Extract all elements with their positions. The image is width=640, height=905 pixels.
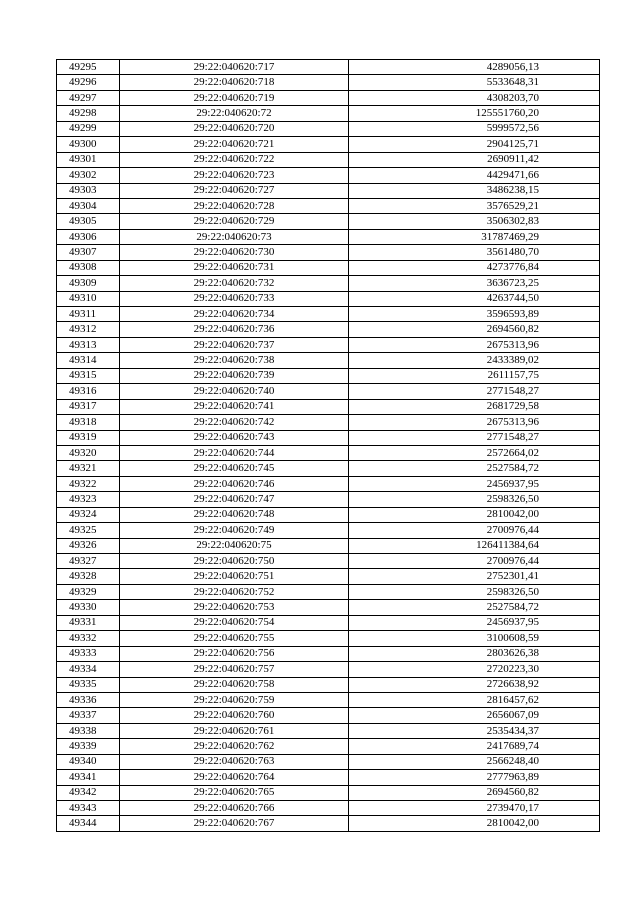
table-row bbox=[57, 445, 600, 460]
cadastral-value-cell: 2535434,37 bbox=[349, 723, 600, 738]
row-number-cell: 49335 bbox=[57, 677, 120, 692]
cadastral-number-cell: 29:22:040620:722 bbox=[120, 152, 349, 167]
row-number-cell: 49307 bbox=[57, 245, 120, 260]
table-row bbox=[57, 90, 600, 105]
cadastral-value-cell: 3100608,59 bbox=[349, 631, 600, 646]
cadastral-number-cell: 29:22:040620:741 bbox=[120, 399, 349, 414]
cadastral-number-cell: 29:22:040620:763 bbox=[120, 754, 349, 769]
cadastral-number-cell: 29:22:040620:756 bbox=[120, 646, 349, 661]
row-number-cell: 49337 bbox=[57, 708, 120, 723]
cadastral-value-cell: 2816457,62 bbox=[349, 692, 600, 707]
cadastral-number-cell: 29:22:040620:746 bbox=[120, 476, 349, 491]
table-row bbox=[57, 60, 600, 75]
row-number-cell: 49327 bbox=[57, 554, 120, 569]
cadastral-value-cell: 2527584,72 bbox=[349, 600, 600, 615]
cadastral-value-cell: 125551760,20 bbox=[349, 106, 600, 121]
table-row bbox=[57, 368, 600, 383]
cadastral-number-cell: 29:22:040620:728 bbox=[120, 198, 349, 213]
cadastral-number-cell: 29:22:040620:730 bbox=[120, 245, 349, 260]
row-number-cell: 49331 bbox=[57, 615, 120, 630]
row-number-cell: 49297 bbox=[57, 90, 120, 105]
table-row bbox=[57, 770, 600, 785]
row-number-cell: 49338 bbox=[57, 723, 120, 738]
cadastral-number-cell: 29:22:040620:750 bbox=[120, 554, 349, 569]
cadastral-number-cell: 29:22:040620:75 bbox=[120, 538, 349, 553]
cadastral-number-cell: 29:22:040620:718 bbox=[120, 75, 349, 90]
row-number-cell: 49333 bbox=[57, 646, 120, 661]
cadastral-value-cell: 2739470,17 bbox=[349, 801, 600, 816]
cadastral-value-cell: 2904125,71 bbox=[349, 137, 600, 152]
row-number-cell: 49311 bbox=[57, 307, 120, 322]
cadastral-number-cell: 29:22:040620:745 bbox=[120, 461, 349, 476]
row-number-cell: 49332 bbox=[57, 631, 120, 646]
cadastral-value-cell: 2681729,58 bbox=[349, 399, 600, 414]
cadastral-value-table bbox=[56, 59, 600, 832]
cadastral-value-cell: 2417689,74 bbox=[349, 739, 600, 754]
table-row bbox=[57, 183, 600, 198]
table-row bbox=[57, 723, 600, 738]
table-row bbox=[57, 692, 600, 707]
row-number-cell: 49303 bbox=[57, 183, 120, 198]
row-number-cell: 49306 bbox=[57, 229, 120, 244]
cadastral-value-cell: 2598326,50 bbox=[349, 492, 600, 507]
row-number-cell: 49318 bbox=[57, 415, 120, 430]
cadastral-value-cell: 2611157,75 bbox=[349, 368, 600, 383]
cadastral-value-cell: 2694560,82 bbox=[349, 322, 600, 337]
cadastral-number-cell: 29:22:040620:749 bbox=[120, 523, 349, 538]
row-number-cell: 49342 bbox=[57, 785, 120, 800]
row-number-cell: 49326 bbox=[57, 538, 120, 553]
table-row bbox=[57, 646, 600, 661]
cadastral-value-cell: 2771548,27 bbox=[349, 430, 600, 445]
cadastral-value-cell: 4429471,66 bbox=[349, 168, 600, 183]
cadastral-number-cell: 29:22:040620:729 bbox=[120, 214, 349, 229]
row-number-cell: 49344 bbox=[57, 816, 120, 831]
cadastral-number-cell: 29:22:040620:764 bbox=[120, 770, 349, 785]
cadastral-value-cell: 2694560,82 bbox=[349, 785, 600, 800]
cadastral-value-cell: 2777963,89 bbox=[349, 770, 600, 785]
cadastral-number-cell: 29:22:040620:761 bbox=[120, 723, 349, 738]
row-number-cell: 49298 bbox=[57, 106, 120, 121]
cadastral-number-cell: 29:22:040620:731 bbox=[120, 260, 349, 275]
table-row bbox=[57, 307, 600, 322]
row-number-cell: 49314 bbox=[57, 353, 120, 368]
row-number-cell: 49329 bbox=[57, 584, 120, 599]
table-row bbox=[57, 198, 600, 213]
cadastral-value-cell: 2720223,30 bbox=[349, 662, 600, 677]
table-row bbox=[57, 816, 600, 831]
cadastral-number-cell: 29:22:040620:758 bbox=[120, 677, 349, 692]
row-number-cell: 49309 bbox=[57, 276, 120, 291]
cadastral-number-cell: 29:22:040620:755 bbox=[120, 631, 349, 646]
cadastral-number-cell: 29:22:040620:733 bbox=[120, 291, 349, 306]
table-row bbox=[57, 430, 600, 445]
cadastral-number-cell: 29:22:040620:766 bbox=[120, 801, 349, 816]
cadastral-value-cell: 3561480,70 bbox=[349, 245, 600, 260]
row-number-cell: 49320 bbox=[57, 445, 120, 460]
cadastral-value-cell: 2700976,44 bbox=[349, 523, 600, 538]
row-number-cell: 49295 bbox=[57, 60, 120, 75]
cadastral-value-cell: 3486238,15 bbox=[349, 183, 600, 198]
table-row bbox=[57, 461, 600, 476]
cadastral-value-cell: 2803626,38 bbox=[349, 646, 600, 661]
cadastral-number-cell: 29:22:040620:727 bbox=[120, 183, 349, 198]
cadastral-number-cell: 29:22:040620:760 bbox=[120, 708, 349, 723]
cadastral-value-cell: 2675313,96 bbox=[349, 337, 600, 352]
cadastral-value-cell: 4263744,50 bbox=[349, 291, 600, 306]
table-row bbox=[57, 801, 600, 816]
cadastral-number-cell: 29:22:040620:752 bbox=[120, 584, 349, 599]
table-row bbox=[57, 214, 600, 229]
row-number-cell: 49321 bbox=[57, 461, 120, 476]
cadastral-number-cell: 29:22:040620:737 bbox=[120, 337, 349, 352]
cadastral-value-cell: 126411384,64 bbox=[349, 538, 600, 553]
row-number-cell: 49336 bbox=[57, 692, 120, 707]
cadastral-value-cell: 31787469,29 bbox=[349, 229, 600, 244]
cadastral-number-cell: 29:22:040620:736 bbox=[120, 322, 349, 337]
cadastral-number-cell: 29:22:040620:765 bbox=[120, 785, 349, 800]
cadastral-value-cell: 5533648,31 bbox=[349, 75, 600, 90]
cadastral-number-cell: 29:22:040620:759 bbox=[120, 692, 349, 707]
row-number-cell: 49304 bbox=[57, 198, 120, 213]
cadastral-number-cell: 29:22:040620:754 bbox=[120, 615, 349, 630]
row-number-cell: 49302 bbox=[57, 168, 120, 183]
table-row bbox=[57, 121, 600, 136]
cadastral-value-cell: 3596593,89 bbox=[349, 307, 600, 322]
table-row bbox=[57, 584, 600, 599]
row-number-cell: 49343 bbox=[57, 801, 120, 816]
row-number-cell: 49301 bbox=[57, 152, 120, 167]
table-row bbox=[57, 615, 600, 630]
cadastral-number-cell: 29:22:040620:720 bbox=[120, 121, 349, 136]
cadastral-number-cell: 29:22:040620:747 bbox=[120, 492, 349, 507]
row-number-cell: 49334 bbox=[57, 662, 120, 677]
row-number-cell: 49310 bbox=[57, 291, 120, 306]
cadastral-value-cell: 2726638,92 bbox=[349, 677, 600, 692]
row-number-cell: 49319 bbox=[57, 430, 120, 445]
table-body bbox=[57, 60, 600, 832]
table-row bbox=[57, 415, 600, 430]
row-number-cell: 49315 bbox=[57, 368, 120, 383]
cadastral-number-cell: 29:22:040620:734 bbox=[120, 307, 349, 322]
cadastral-value-cell: 2656067,09 bbox=[349, 708, 600, 723]
table-row bbox=[57, 631, 600, 646]
table-row bbox=[57, 476, 600, 491]
row-number-cell: 49313 bbox=[57, 337, 120, 352]
cadastral-number-cell: 29:22:040620:73 bbox=[120, 229, 349, 244]
table-row bbox=[57, 677, 600, 692]
table-row bbox=[57, 260, 600, 275]
row-number-cell: 49341 bbox=[57, 770, 120, 785]
cadastral-value-cell: 2598326,50 bbox=[349, 584, 600, 599]
row-number-cell: 49296 bbox=[57, 75, 120, 90]
cadastral-number-cell: 29:22:040620:717 bbox=[120, 60, 349, 75]
row-number-cell: 49339 bbox=[57, 739, 120, 754]
cadastral-value-cell: 2752301,41 bbox=[349, 569, 600, 584]
cadastral-value-cell: 2675313,96 bbox=[349, 415, 600, 430]
table-row bbox=[57, 600, 600, 615]
table-row bbox=[57, 708, 600, 723]
cadastral-number-cell: 29:22:040620:744 bbox=[120, 445, 349, 460]
cadastral-number-cell: 29:22:040620:723 bbox=[120, 168, 349, 183]
table-row bbox=[57, 507, 600, 522]
table-row bbox=[57, 384, 600, 399]
table-row bbox=[57, 137, 600, 152]
cadastral-number-cell: 29:22:040620:740 bbox=[120, 384, 349, 399]
cadastral-number-cell: 29:22:040620:738 bbox=[120, 353, 349, 368]
cadastral-value-cell: 3636723,25 bbox=[349, 276, 600, 291]
row-number-cell: 49308 bbox=[57, 260, 120, 275]
cadastral-value-cell: 2690911,42 bbox=[349, 152, 600, 167]
row-number-cell: 49299 bbox=[57, 121, 120, 136]
cadastral-number-cell: 29:22:040620:719 bbox=[120, 90, 349, 105]
cadastral-value-cell: 4308203,70 bbox=[349, 90, 600, 105]
cadastral-value-cell: 2572664,02 bbox=[349, 445, 600, 460]
cadastral-value-cell: 2527584,72 bbox=[349, 461, 600, 476]
cadastral-number-cell: 29:22:040620:751 bbox=[120, 569, 349, 584]
cadastral-number-cell: 29:22:040620:757 bbox=[120, 662, 349, 677]
row-number-cell: 49300 bbox=[57, 137, 120, 152]
row-number-cell: 49305 bbox=[57, 214, 120, 229]
cadastral-value-cell: 2566248,40 bbox=[349, 754, 600, 769]
cadastral-value-cell: 3576529,21 bbox=[349, 198, 600, 213]
cadastral-value-cell: 3506302,83 bbox=[349, 214, 600, 229]
table-row bbox=[57, 245, 600, 260]
table-row bbox=[57, 106, 600, 121]
cadastral-number-cell: 29:22:040620:767 bbox=[120, 816, 349, 831]
row-number-cell: 49312 bbox=[57, 322, 120, 337]
table-row bbox=[57, 291, 600, 306]
cadastral-value-cell: 2456937,95 bbox=[349, 476, 600, 491]
row-number-cell: 49324 bbox=[57, 507, 120, 522]
row-number-cell: 49340 bbox=[57, 754, 120, 769]
row-number-cell: 49330 bbox=[57, 600, 120, 615]
table-row bbox=[57, 554, 600, 569]
row-number-cell: 49325 bbox=[57, 523, 120, 538]
row-number-cell: 49323 bbox=[57, 492, 120, 507]
cadastral-value-cell: 2771548,27 bbox=[349, 384, 600, 399]
cadastral-value-cell: 5999572,56 bbox=[349, 121, 600, 136]
cadastral-number-cell: 29:22:040620:721 bbox=[120, 137, 349, 152]
cadastral-number-cell: 29:22:040620:753 bbox=[120, 600, 349, 615]
table-row bbox=[57, 353, 600, 368]
cadastral-value-cell: 2433389,02 bbox=[349, 353, 600, 368]
cadastral-value-cell: 4273776,84 bbox=[349, 260, 600, 275]
cadastral-number-cell: 29:22:040620:739 bbox=[120, 368, 349, 383]
cadastral-number-cell: 29:22:040620:748 bbox=[120, 507, 349, 522]
cadastral-number-cell: 29:22:040620:72 bbox=[120, 106, 349, 121]
cadastral-number-cell: 29:22:040620:732 bbox=[120, 276, 349, 291]
table-row bbox=[57, 785, 600, 800]
cadastral-value-cell: 4289056,13 bbox=[349, 60, 600, 75]
table-row bbox=[57, 538, 600, 553]
table-row bbox=[57, 492, 600, 507]
table-row bbox=[57, 152, 600, 167]
table-row bbox=[57, 168, 600, 183]
table-row bbox=[57, 662, 600, 677]
cadastral-number-cell: 29:22:040620:762 bbox=[120, 739, 349, 754]
cadastral-value-cell: 2810042,00 bbox=[349, 507, 600, 522]
table-row bbox=[57, 75, 600, 90]
table-row bbox=[57, 569, 600, 584]
cadastral-value-cell: 2456937,95 bbox=[349, 615, 600, 630]
row-number-cell: 49322 bbox=[57, 476, 120, 491]
row-number-cell: 49328 bbox=[57, 569, 120, 584]
cadastral-number-cell: 29:22:040620:742 bbox=[120, 415, 349, 430]
cadastral-value-cell: 2810042,00 bbox=[349, 816, 600, 831]
table-row bbox=[57, 754, 600, 769]
cadastral-number-cell: 29:22:040620:743 bbox=[120, 430, 349, 445]
table-row bbox=[57, 276, 600, 291]
table-row bbox=[57, 322, 600, 337]
table-row bbox=[57, 337, 600, 352]
table-row bbox=[57, 399, 600, 414]
cadastral-value-cell: 2700976,44 bbox=[349, 554, 600, 569]
table-row bbox=[57, 523, 600, 538]
row-number-cell: 49317 bbox=[57, 399, 120, 414]
table-row bbox=[57, 739, 600, 754]
row-number-cell: 49316 bbox=[57, 384, 120, 399]
table-row bbox=[57, 229, 600, 244]
